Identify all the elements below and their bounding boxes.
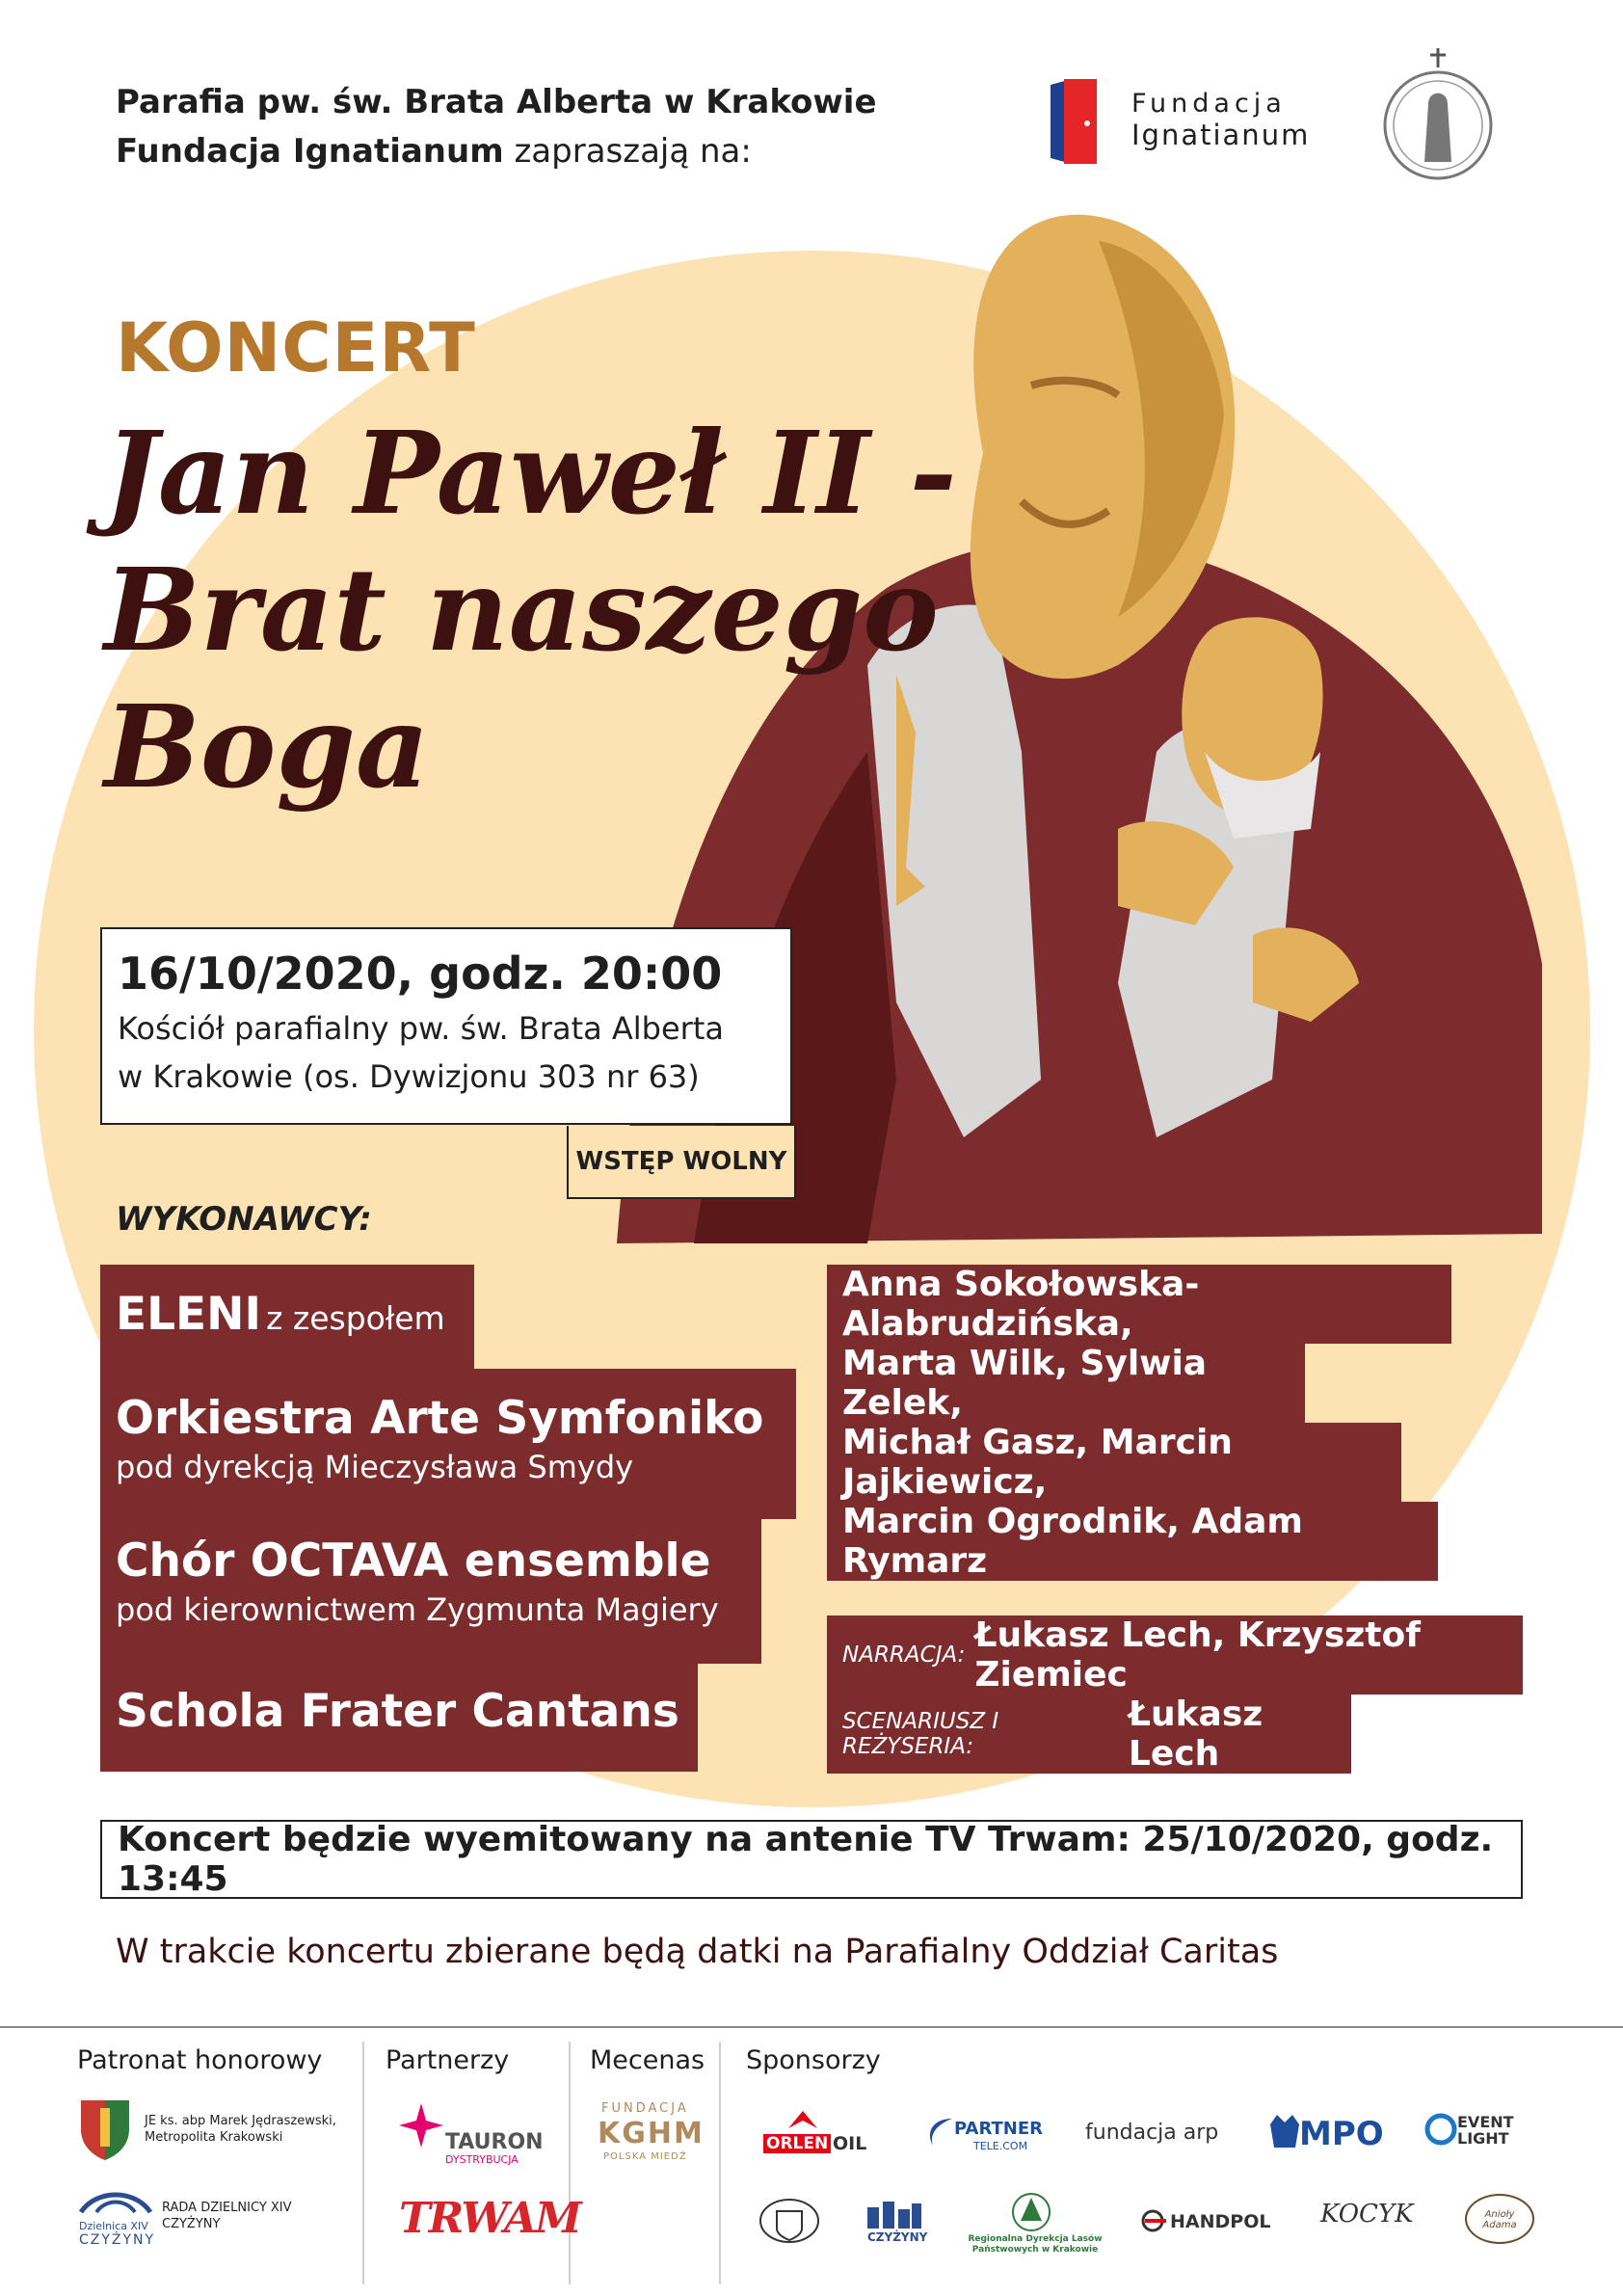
orchestra-conductor: pod dyrekcją Mieczysława Smydy xyxy=(116,1449,634,1485)
partner-sub-text: TELE.COM xyxy=(973,2140,1028,2152)
kghm-logo: KGHM xyxy=(598,2117,705,2150)
event-place-line-1: Kościół parafialny pw. św. Brata Alberta xyxy=(118,1010,724,1047)
narration-row xyxy=(827,1615,1523,1695)
title-line-1: Jan Paweł II - xyxy=(104,406,957,540)
eleni-name: ELENI xyxy=(116,1288,261,1341)
schola-name: Schola Frater Cantans xyxy=(116,1685,679,1738)
czyzyny-logo-bottom: CZYŻYNY xyxy=(79,2232,156,2248)
orchestra-name: Orkiestra Arte Symfoniko xyxy=(116,1392,764,1445)
choir-conductor: pod kierownictwem Zygmunta Magiery xyxy=(116,1591,719,1628)
soloists-line-1: Anna Sokołowska-Alabrudzińska, xyxy=(827,1265,1451,1344)
czyzyny-logo-top: Dzielnica XIV xyxy=(79,2220,148,2232)
footer-heading-patron: Mecenas xyxy=(590,2045,705,2075)
tauron-logo-text: TAURON xyxy=(445,2130,544,2154)
patron-archbishop: JE ks. abp Marek Jędraszewski, Metropolita Krakowski xyxy=(145,2114,336,2145)
tauron-logo-sub: DYSTRYBUCJA xyxy=(445,2153,519,2166)
mpo-text: MPO xyxy=(1299,2115,1384,2153)
handpol-icon xyxy=(1141,2209,1168,2232)
czyzyny-buildings-icon xyxy=(865,2198,923,2229)
handpol-text: HANDPOL xyxy=(1170,2211,1271,2232)
forest-tree-icon xyxy=(1011,2192,1051,2232)
mpo-crown-icon xyxy=(1268,2111,1301,2149)
footer-heading-patronage: Patronat honorowy xyxy=(77,2045,323,2075)
anioly-adama-text: Anioły Adama xyxy=(1482,2209,1517,2230)
partner-text: PARTNER xyxy=(954,2119,1044,2139)
czyzyny-district-icon xyxy=(77,2183,154,2218)
parish-seal-logo xyxy=(1380,46,1496,181)
choir-name: Chór OCTAVA ensemble xyxy=(116,1535,711,1588)
footer-heading-sponsors: Sponsorzy xyxy=(746,2045,881,2075)
concert-label: KONCERT xyxy=(116,308,476,387)
ignatianum-logo xyxy=(1043,75,1322,172)
footer-column-divider xyxy=(569,2042,571,2284)
caritas-note: W trakcie koncertu zbierane będą datki na Parafialny Oddział Caritas xyxy=(116,1933,1279,1971)
soloists-line-4: Marcin Ogrodnik, Adam Rymarz xyxy=(827,1502,1438,1581)
logo-fundacja-text: Fundacja xyxy=(1131,89,1287,119)
broadcast-box: Koncert będzie wyemitowany na antenie TV Trwam: 25/10/2020, godz. 13:45 xyxy=(100,1820,1523,1899)
script-row xyxy=(827,1695,1351,1774)
rdlp-text: Regionalna Dyrekcja Lasów Państwowych w Krakowie xyxy=(968,2234,1103,2255)
free-entry-badge: WSTĘP WOLNY xyxy=(567,1126,796,1199)
performer-choir xyxy=(100,1519,761,1664)
script-names: Łukasz Lech xyxy=(1128,1695,1264,1774)
event-datetime: 16/10/2020, godz. 20:00 xyxy=(118,948,723,1000)
event-text: EVENT xyxy=(1457,2113,1514,2131)
footer-divider xyxy=(0,2026,1623,2028)
performer-eleni xyxy=(100,1265,474,1369)
script-label: SCENARIUSZ I REŻYSERIA: xyxy=(842,1709,999,1759)
event-place-line-2: w Krakowie (os. Dywizjonu 303 nr 63) xyxy=(118,1058,700,1095)
performer-orchestra xyxy=(100,1369,796,1519)
partner-swoosh-icon xyxy=(923,2115,958,2149)
tauron-icon xyxy=(397,2101,445,2149)
soloists-line-2: Marta Wilk, Sylwia Zelek, xyxy=(827,1344,1305,1423)
narration-label: NARRACJA: xyxy=(842,1642,966,1668)
orlen-text: ORLEN xyxy=(763,2134,831,2153)
wieliczka-crest-icon xyxy=(758,2196,821,2246)
kocyk-logo: KOCYK xyxy=(1320,2200,1414,2229)
kghm-logo-top: FUNDACJA xyxy=(601,2101,689,2116)
footer-heading-partners: Partnerzy xyxy=(386,2045,510,2075)
czyzyny-sponsor-text: CZYŻYNY xyxy=(867,2230,928,2244)
footer-column-divider xyxy=(719,2042,721,2284)
header-line-2: Fundacja Ignatianum zapraszają na: xyxy=(116,132,752,171)
light-text: LIGHT xyxy=(1457,2129,1509,2148)
footer-column-divider xyxy=(362,2042,364,2284)
patron-czyzyny-council: RADA DZIELNICY XIV CZYŻYNY xyxy=(162,2201,292,2231)
concert-title xyxy=(104,405,957,815)
performers-heading: WYKONAWCY: xyxy=(116,1200,372,1239)
event-light-circle-icon xyxy=(1424,2113,1457,2146)
archbishop-coat-of-arms-icon xyxy=(77,2096,133,2162)
eleni-rest: z zespołem xyxy=(266,1299,445,1337)
orlen-eagle-icon xyxy=(786,2109,819,2132)
narration-names: Łukasz Lech, Krzysztof Ziemiec xyxy=(974,1615,1421,1695)
oil-text: OIL xyxy=(833,2133,867,2154)
logo-ignatianum-text: Ignatianum xyxy=(1131,119,1311,151)
door-icon xyxy=(1043,75,1101,172)
soloists-line-3: Michał Gasz, Marcin Jajkiewicz, xyxy=(827,1423,1401,1502)
fundacja-arp-logo: fundacja arp xyxy=(1085,2121,1219,2145)
event-info-box xyxy=(100,927,792,1125)
header-line-1: Parafia pw. św. Brata Alberta w Krakowie xyxy=(116,83,877,121)
kghm-logo-bottom: POLSKA MIEDŹ xyxy=(603,2151,687,2162)
performer-schola xyxy=(100,1664,698,1772)
trwam-logo: TRWAM xyxy=(399,2194,580,2243)
title-line-2: Brat naszego xyxy=(104,543,939,677)
title-line-3: Boga xyxy=(104,680,430,814)
anioly-adama-logo xyxy=(1465,2194,1534,2244)
